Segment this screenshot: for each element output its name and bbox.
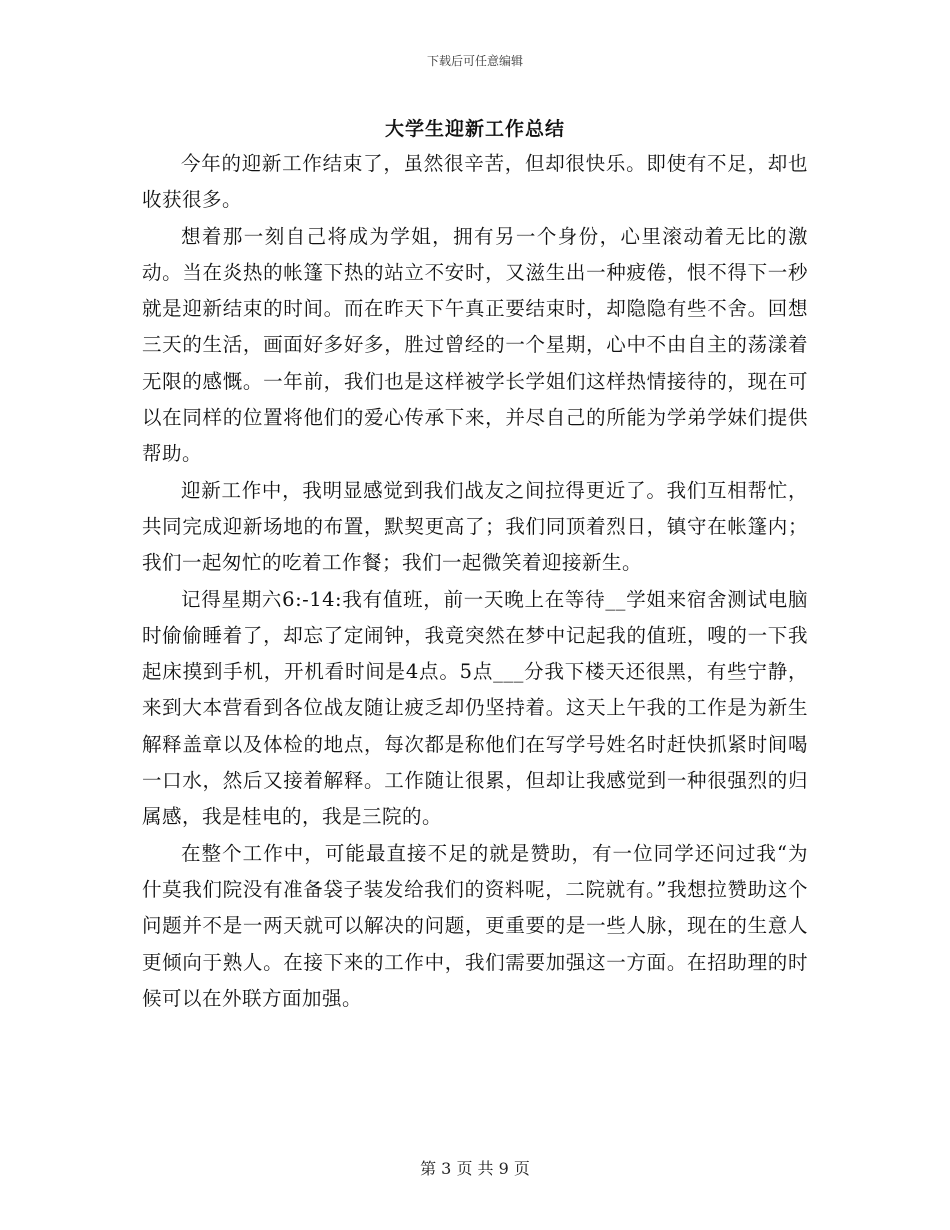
document-body: [142, 146, 808, 1017]
paragraph-3: 迎新工作中，我明显感觉到我们战友之间拉得更近了。我们互相帮忙，共同完成迎新场地的布置，默契更高了；我们同顶着烈日，镇守在帐篷内；我们一起匆忙的吃着工作餐；我们一起微笑着迎接新生。: [142, 478, 808, 575]
document-title: 大学生迎新工作总结: [384, 118, 565, 140]
page-header-note: 下载后可任意编辑: [426, 54, 523, 68]
paragraph-2: 想着那一刻自己将成为学姐，拥有另一个身份，心里滚动着无比的激动。当在炎热的帐篷下热的站立不安时，又滋生出一种疲倦，恨不得下一秒就是迎新结束的时间。而在昨天下午真正要结束时，却隐隐有些不舍。回想三天的生活，画面好多好多，胜过曾经的一个星期，心中不由自主的荡漾着无限的感慨。一年前，我们也是这样被学长学姐们这样热情接待的，现在可以在同样的位置将他们的爱心传承下来，并尽自己的所能为学弟学妹们提供帮助。: [142, 224, 808, 466]
paragraph-1: 今年的迎新工作结束了，虽然很辛苦，但却很快乐。即使有不足，却也收获很多。: [142, 152, 808, 212]
paragraph-5: 在整个工作中，可能最直接不足的就是赞助，有一位同学还问过我“为什莫我们院没有准备袋子装发给我们的资料呢，二院就有。”我想拉赞助这个问题并不是一两天就可以解决的问题，更重要的是一些人脉，现在的生意人更倾向于熟人。在接下来的工作中，我们需要加强这一方面。在招助理的时候可以在外联方面加强。: [142, 841, 808, 1010]
page-number-footer: 第 3 页 共 9 页: [420, 1159, 530, 1178]
paragraph-4: 记得星期六6:-14:我有值班，前一天晚上在等待__学姐来宿舍测试电脑时偷偷睡着了，却忘了定闹钟，我竟突然在梦中记起我的值班，嗖的一下我起床摸到手机，开机看时间是4点。5点___分我下楼天还很黑，有些宁静，来到大本营看到各位战友随让疲乏却仍坚持着。这天上午我的工作是为新生解释盖章以及体检的地点，每次都是称他们在写学号姓名时赶快抓紧时间喝一口水，然后又接着解释。工作随让很累，但却让我感觉到一种很强烈的归属感，我是桂电的，我是三院的。: [142, 587, 808, 829]
